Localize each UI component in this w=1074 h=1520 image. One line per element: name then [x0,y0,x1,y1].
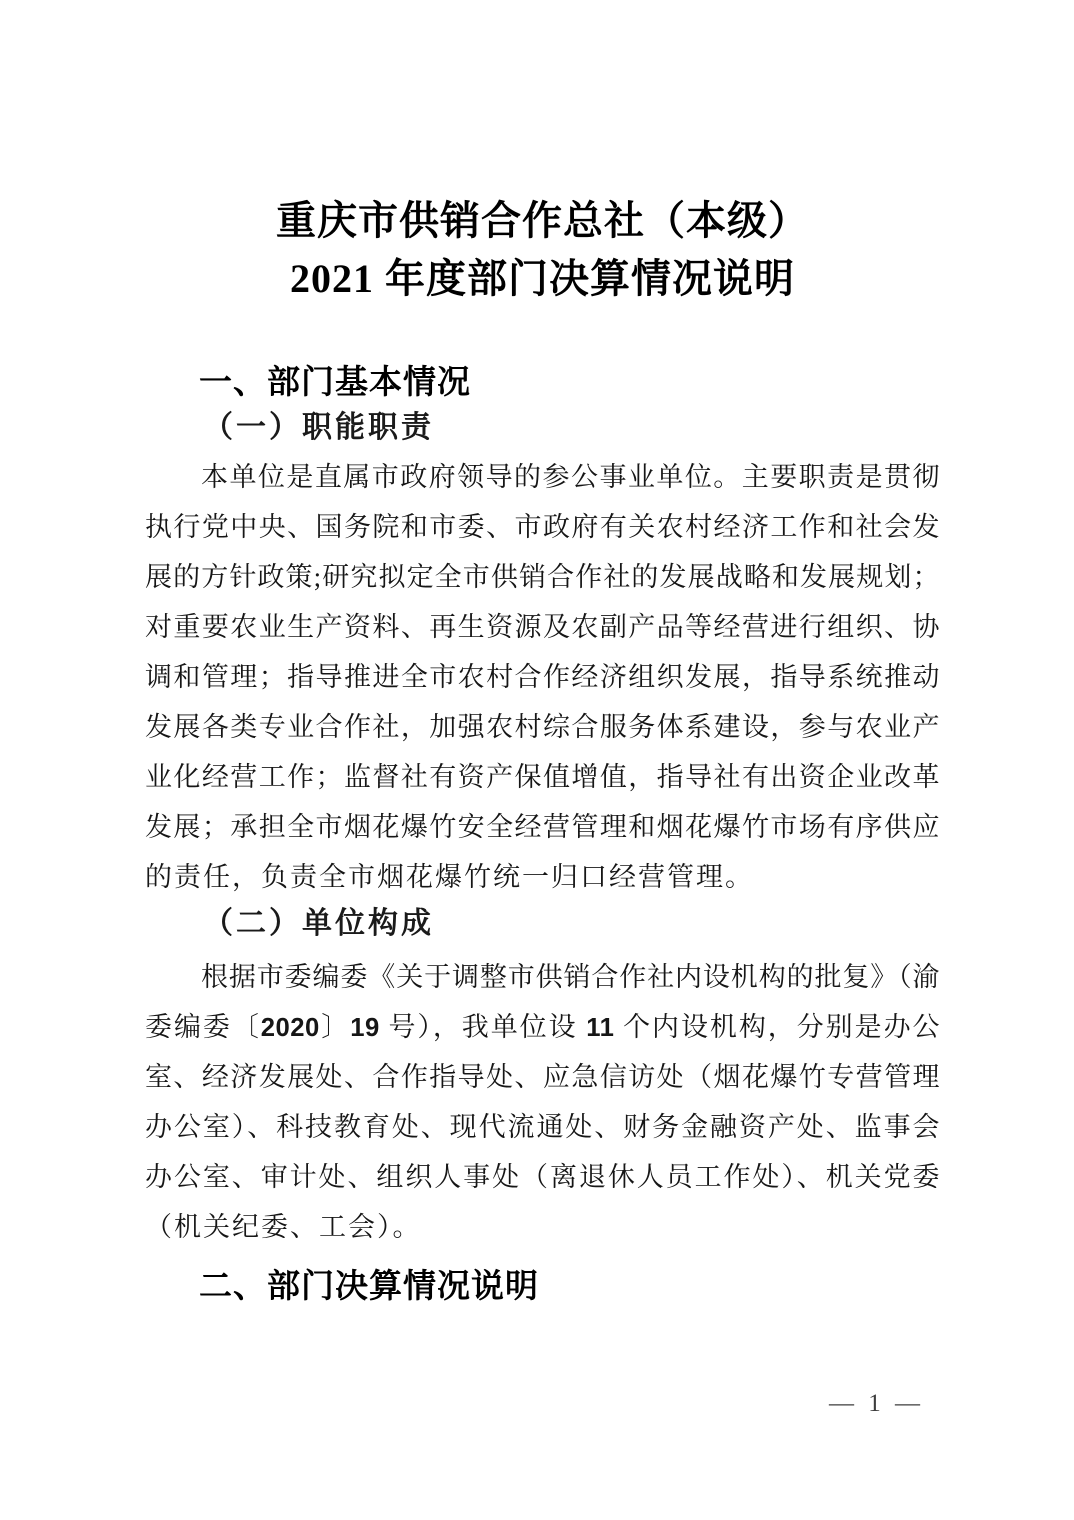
subsection-heading-1-1: （一）职能职责 [203,411,434,444]
paragraph-line: 发展；承担全市烟花爆竹安全经营管理和烟花爆竹市场有序供应 [145,812,940,842]
document-title-line-1: 重庆市供销合作总社（本级） [276,198,809,243]
paragraph-line: 根据市委编委《关于调整市供销合作社内设机构的批复》（渝 [201,962,940,992]
subsection-heading-1-2: （二）单位构成 [203,907,434,940]
paragraph-line: 业化经营工作；监督社有资产保值增值，指导社有出资企业改革 [145,762,940,792]
paragraph-line: 室、经济发展处、合作指导处、应急信访处（烟花爆竹专营管理 [145,1062,940,1092]
paragraph-line: 展的方针政策;研究拟定全市供销合作社的发展战略和发展规划； [145,562,940,592]
paragraph-line: （机关纪委、工会）。 [145,1212,422,1242]
paragraph-line: 委编委〔2020〕19 号），我单位设 11 个内设机构，分别是办公 [145,1012,940,1042]
paragraph-line: 办公室）、科技教育处、现代流通处、财务金融资产处、监事会 [145,1112,940,1142]
document-title-line-2: 2021 年度部门决算情况说明 [290,256,795,301]
paragraph-line: 执行党中央、国务院和市委、市政府有关农村经济工作和社会发 [145,512,940,542]
paragraph-line: 调和管理；指导推进全市农村合作经济组织发展，指导系统推动 [145,662,940,692]
paragraph-line: 办公室、审计处、组织人事处（离退休人员工作处）、机关党委 [145,1162,940,1192]
paragraph-functions-duties [145,452,940,902]
paragraph-line: 发展各类专业合作社，加强农村综合服务体系建设，参与农业产 [145,712,940,742]
document-content [145,0,940,1308]
paragraph-line: 的责任，负责全市烟花爆竹统一归口经营管理。 [145,862,754,892]
paragraph-line: 对重要农业生产资料、再生资源及农副产品等经营进行组织、协 [145,612,940,642]
section-heading-2: 二、部门决算情况说明 [199,1267,539,1304]
page-number: — 1 — [829,1390,924,1417]
paragraph-unit-composition [145,952,940,1252]
paragraph-line: 本单位是直属市政府领导的参公事业单位。主要职责是贯彻 [201,462,940,492]
section-heading-1: 一、部门基本情况 [199,363,471,400]
